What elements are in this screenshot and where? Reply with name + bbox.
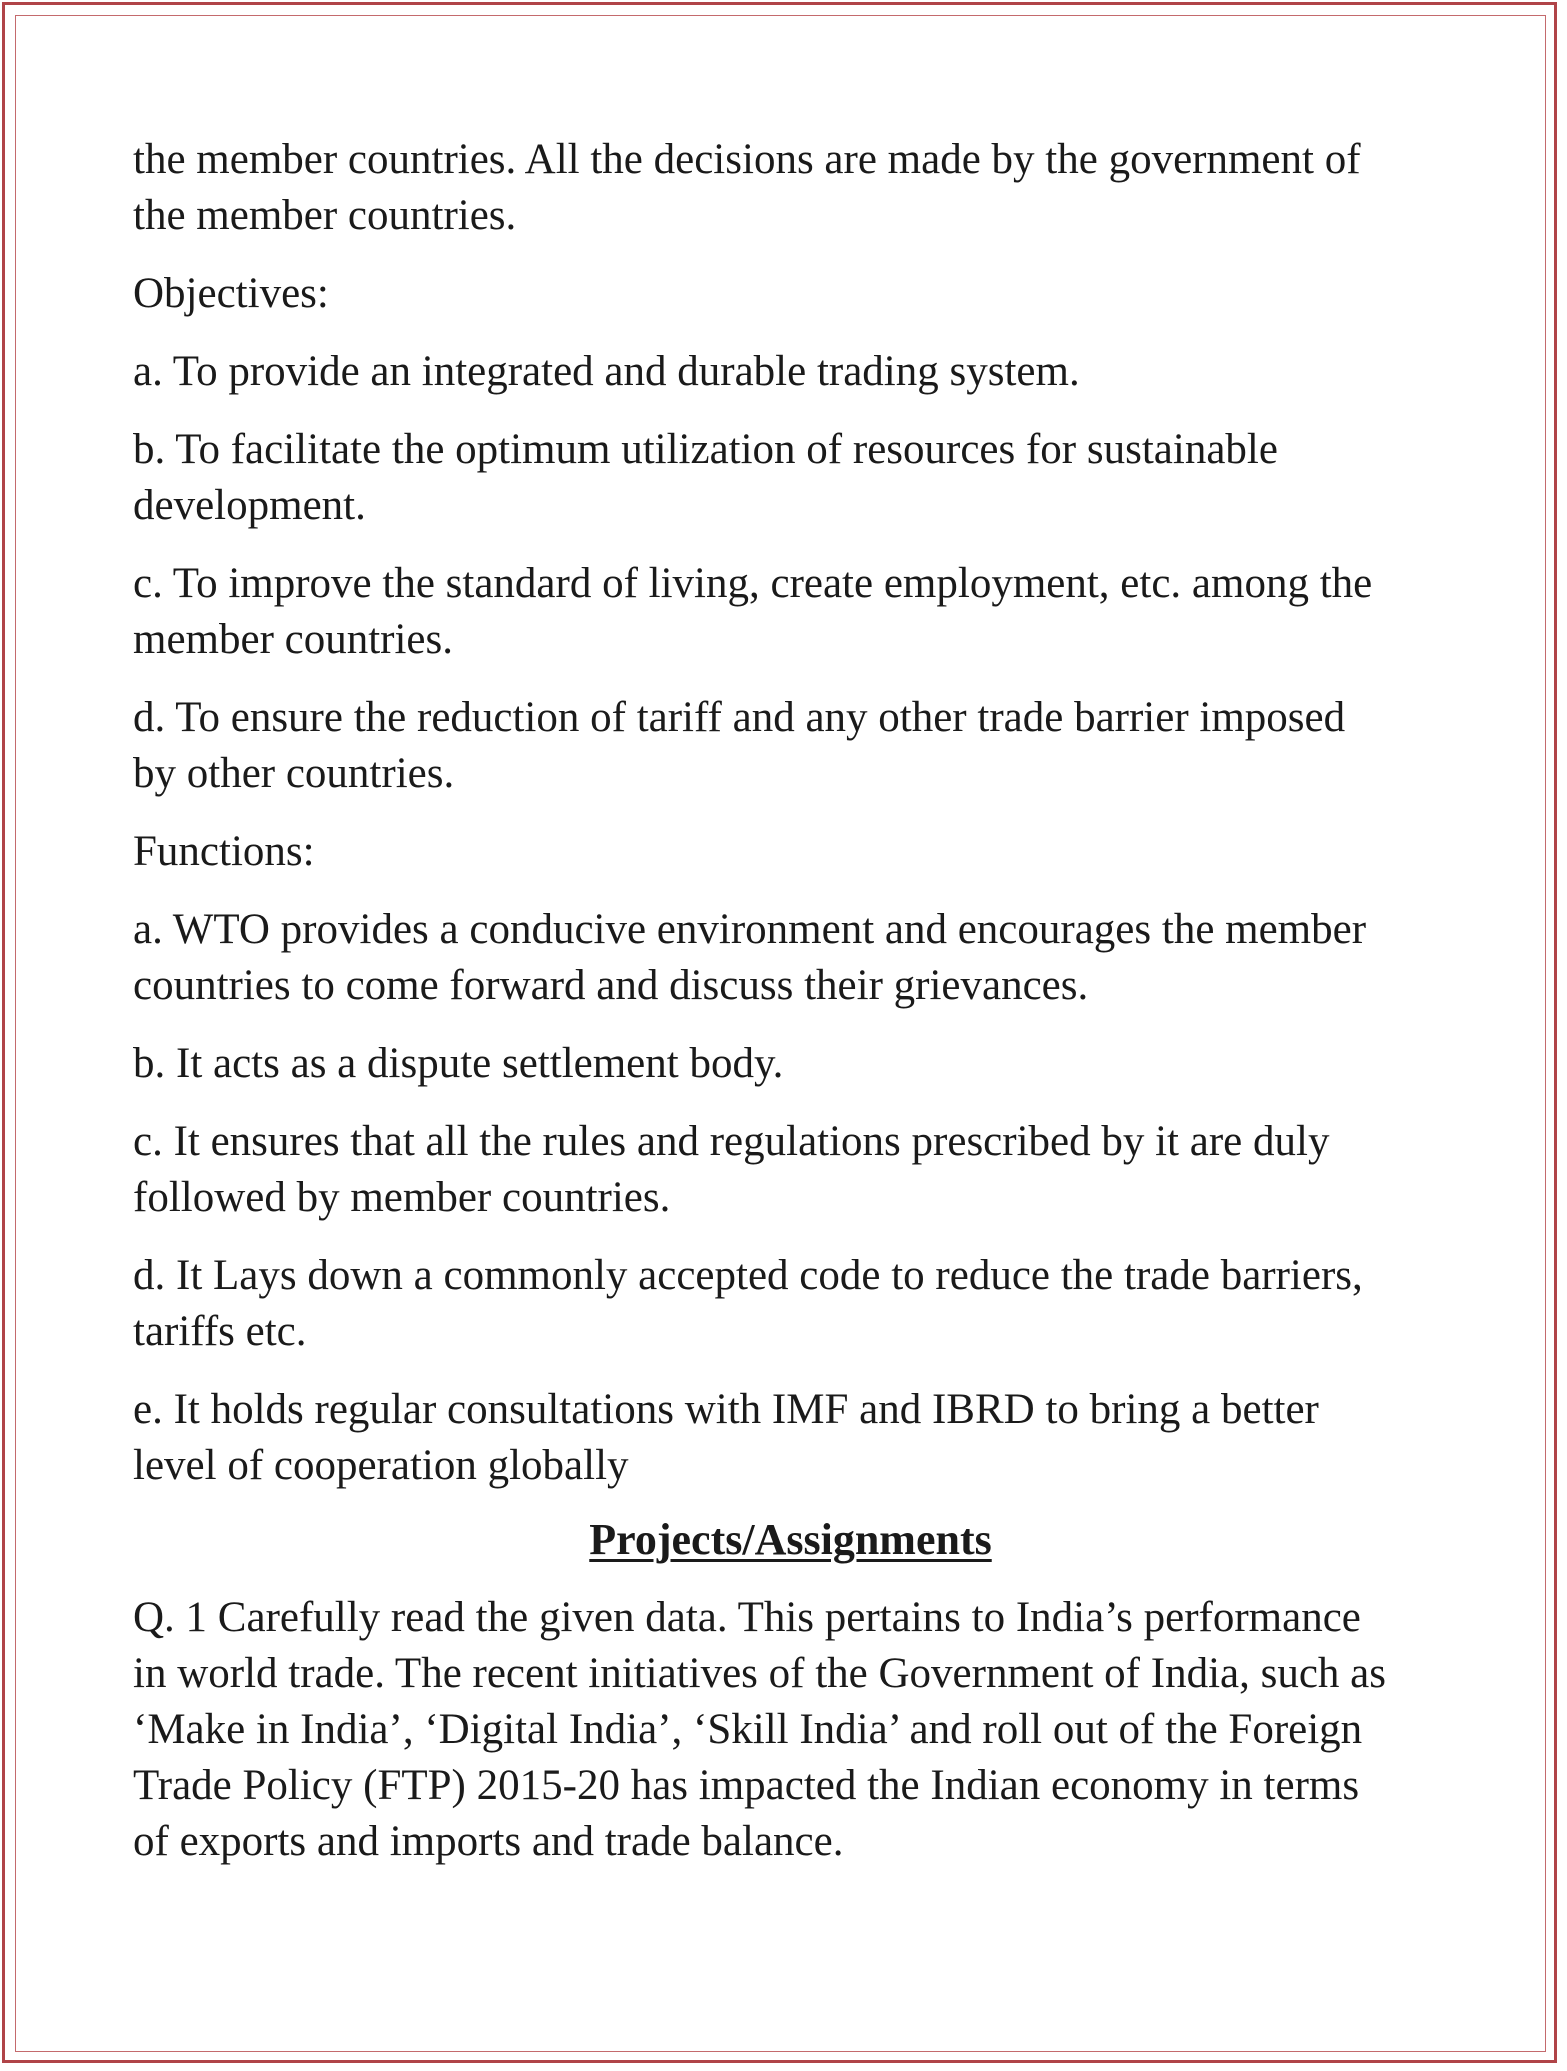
text-line: level of cooperation globally — [133, 1442, 629, 1489]
text-line: in world trade. The recent initiatives of the Government of India, such as — [133, 1650, 1386, 1697]
text-line: by other countries. — [133, 750, 455, 797]
functions-heading — [133, 824, 1448, 880]
objective-item-a — [133, 344, 1448, 400]
text-line: b. It acts as a dispute settlement body. — [133, 1040, 784, 1087]
text-line: the member countries. All the decisions are made by the government of — [133, 136, 1361, 183]
objective-item-c — [133, 556, 1448, 668]
text-line: a. To provide an integrated and durable trading system. — [133, 348, 1080, 395]
text-line: c. To improve the standard of living, create employment, etc. among the — [133, 560, 1373, 607]
text-line: of exports and imports and trade balance. — [133, 1818, 844, 1865]
text-line: development. — [133, 482, 366, 529]
text-line: ‘Make in India’, ‘Digital India’, ‘Skill India’ and roll out of the Foreign — [133, 1706, 1363, 1753]
paragraph-intro — [133, 132, 1448, 244]
text-line: d. It Lays down a commonly accepted code to reduce the trade barriers, — [133, 1252, 1363, 1299]
document-content — [133, 132, 1448, 1892]
text-line: the member countries. — [133, 192, 517, 239]
objective-item-b — [133, 422, 1448, 534]
text-line: b. To facilitate the optimum utilization of resources for sustainable — [133, 426, 1278, 473]
text-line: countries to come forward and discuss their grievances. — [133, 962, 1089, 1009]
text-line: Trade Policy (FTP) 2015-20 has impacted the Indian economy in terms — [133, 1762, 1360, 1809]
function-item-b — [133, 1036, 1448, 1092]
section-heading-projects: Projects/Assignments — [589, 1515, 992, 1564]
text-line: followed by member countries. — [133, 1174, 671, 1221]
objective-item-d — [133, 690, 1448, 802]
function-item-e — [133, 1382, 1448, 1494]
function-item-c — [133, 1114, 1448, 1226]
text-line: Objectives: — [133, 270, 329, 317]
text-line: Functions: — [133, 828, 315, 875]
text-line: member countries. — [133, 616, 454, 663]
text-line: a. WTO provides a conducive environment and encourages the member — [133, 906, 1367, 953]
function-item-d — [133, 1248, 1448, 1360]
text-line: d. To ensure the reduction of tariff and any other trade barrier imposed — [133, 694, 1346, 741]
question-paragraph — [133, 1590, 1448, 1870]
function-item-a — [133, 902, 1448, 1014]
text-line: c. It ensures that all the rules and regulations prescribed by it are duly — [133, 1118, 1330, 1165]
text-line: e. It holds regular consultations with IMF and IBRD to bring a better — [133, 1386, 1319, 1433]
text-line: Q. 1 Carefully read the given data. This pertains to India’s performance — [133, 1594, 1361, 1641]
text-line: tariffs etc. — [133, 1308, 307, 1355]
objectives-heading — [133, 266, 1448, 322]
